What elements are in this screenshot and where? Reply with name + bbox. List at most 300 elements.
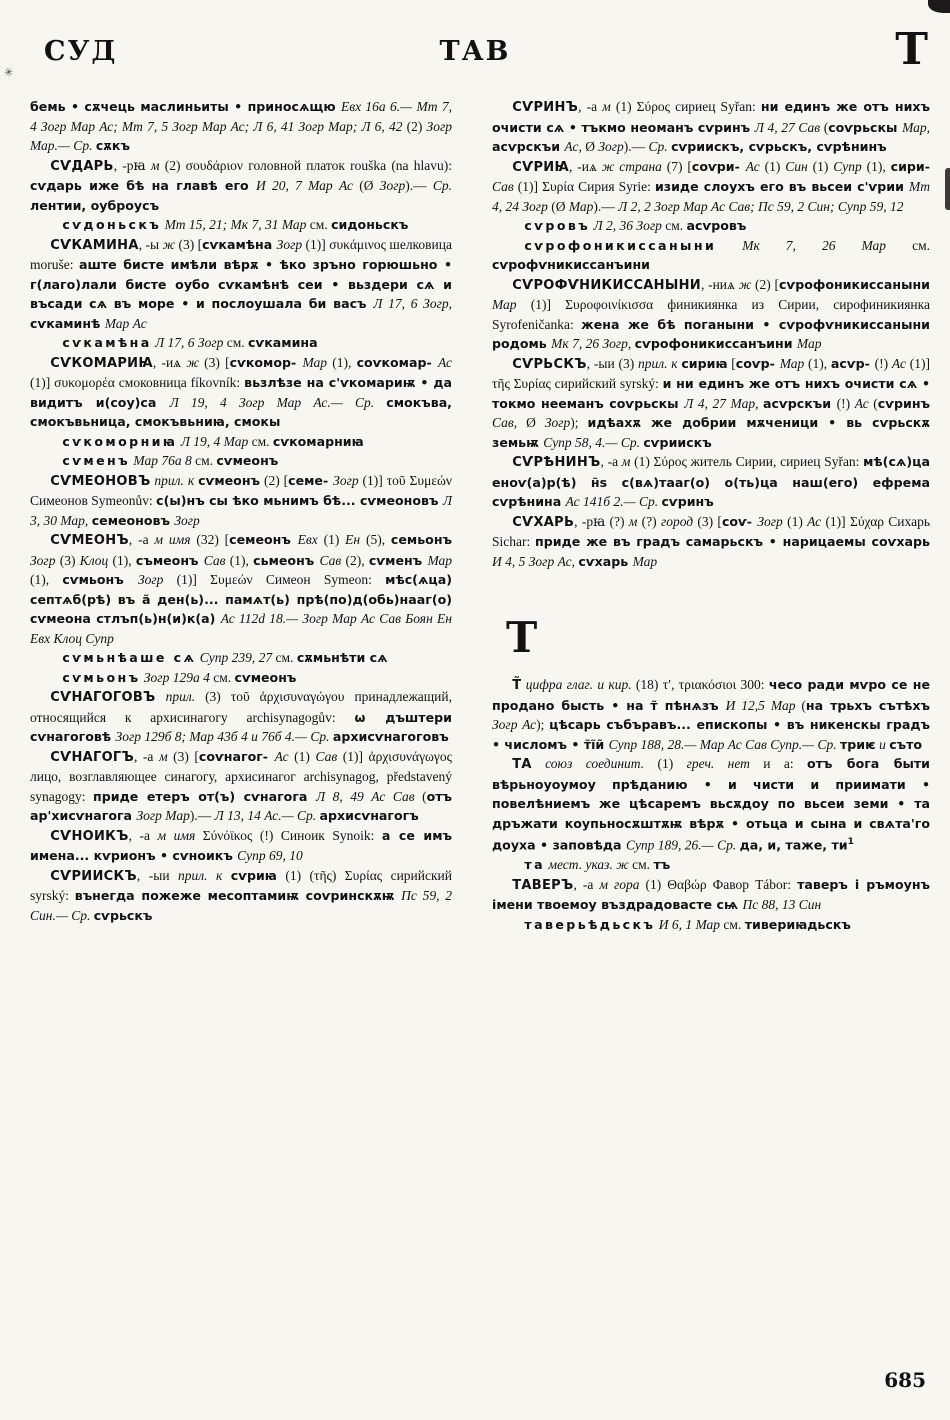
text-segment: (1),	[327, 354, 357, 370]
text-segment: Сав	[315, 748, 338, 764]
text-segment: асѵрскъи	[763, 395, 837, 411]
text-segment: союз соединит.	[531, 756, 645, 771]
continuation-paragraph	[30, 97, 452, 156]
cross-reference	[30, 333, 452, 353]
text-segment: м	[621, 454, 631, 469]
text-segment: Л 3, 30 Мар,	[30, 493, 453, 528]
text-segment: (	[414, 788, 427, 804]
dictionary-entry	[492, 157, 930, 217]
text-segment: см.	[223, 335, 249, 350]
text-segment: сидоньскъ	[331, 217, 409, 232]
text-segment: сѫкъ	[95, 138, 130, 153]
text-segment: мест. указ. ж	[545, 857, 629, 872]
text-segment: , -а	[128, 827, 158, 843]
cross-reference	[30, 215, 452, 235]
dictionary-entry	[492, 512, 930, 572]
text-segment: цѣсарь събъравъ... епископы • въ никенскы градъ • числомъ • т̃і̃и̃	[492, 717, 930, 752]
text-segment: семеонъ	[229, 532, 298, 547]
text-segment: ж страна	[601, 158, 662, 174]
text-segment: (1) Θαβώρ Фавор Tábor:	[639, 876, 798, 892]
text-segment: Зогр Мар.— Ср.	[30, 118, 452, 153]
text-segment: );	[570, 415, 588, 430]
text-segment: семе-	[288, 472, 334, 488]
text-segment: Т	[506, 613, 538, 662]
text-segment: сѵрофоникиссаныни	[779, 276, 930, 292]
text-segment: И 12,5 Мар	[725, 697, 796, 713]
text-segment: Пс 59, 2 Син.— Ср.	[30, 888, 453, 923]
dictionary-entry	[492, 875, 930, 915]
text-segment: см.	[661, 218, 687, 233]
text-segment: (3) [	[198, 354, 230, 370]
text-segment: СѴРѢНИНЪ	[512, 455, 601, 470]
text-segment: архисѵнагогъ	[319, 808, 419, 823]
text-segment: см.	[720, 916, 745, 932]
text-segment: сѵкомарниꙗ	[272, 433, 364, 449]
text-segment: , -иѧ	[568, 158, 602, 174]
text-segment: Зогр Мар	[136, 808, 190, 823]
text-segment: , -а	[600, 454, 622, 469]
text-segment: отъ ар'хисѵнагога	[30, 788, 453, 823]
text-segment: асѵр-	[830, 355, 875, 371]
text-segment: Ас	[807, 513, 822, 529]
text-segment: Мк 7, 26 Мар	[716, 237, 887, 253]
text-segment: сѵриискъ	[643, 434, 712, 450]
section-letter	[506, 613, 930, 662]
text-segment: СѴМЕОНЪ	[50, 533, 129, 548]
scan-artifact	[945, 168, 950, 210]
text-segment: );	[536, 717, 550, 732]
text-segment: вънегда пожеже месоптамиѭ соѵринскѫѭ	[74, 888, 402, 903]
text-segment: Σύνόϊκος (!) Синоик Synoik:	[195, 827, 382, 843]
dictionary-entry	[30, 353, 452, 432]
text-segment: (1)] συκομορέα смоковница fíkovník:	[30, 375, 245, 390]
text-segment: Зогр	[276, 236, 303, 252]
text-segment: , -а	[578, 99, 603, 114]
text-segment: ни единъ же отъ нихъ очисти сѧ • тъкмо неоманъ сѵринъ	[492, 99, 930, 135]
text-segment: Л 8, 49 Ас Сав	[315, 788, 415, 804]
text-segment: Мар	[568, 198, 594, 214]
text-segment: (2) [	[260, 472, 289, 488]
text-segment: прил.	[155, 689, 196, 704]
text-segment: сѵкамѣна	[202, 236, 277, 252]
text-segment: Мар	[796, 336, 822, 351]
text-segment: та	[524, 857, 545, 872]
text-segment: Л 4, 27 Мар,	[684, 395, 759, 411]
text-segment: (	[795, 697, 806, 713]
text-segment: см.	[248, 433, 273, 449]
text-segment: сѵмьонъ	[62, 572, 138, 587]
text-segment: на трьхъ сътѣхъ	[805, 697, 931, 713]
text-segment: сѵриꙗ	[230, 867, 277, 883]
text-segment: (3) [	[693, 513, 722, 529]
text-segment: сѵдоньскъ	[62, 217, 162, 232]
text-segment: сири-	[890, 158, 930, 174]
text-segment: (3)	[55, 552, 80, 568]
text-segment: тивериꙗдьскъ	[744, 916, 851, 932]
text-segment: , -рꙗ (?)	[574, 513, 629, 529]
text-segment: сѵмеонъ	[234, 669, 297, 685]
column-left	[30, 97, 452, 925]
text-segment: Ас 112d 18.— Зогр Мар Ас Сав Боян Ен Евх Клоц Супр	[30, 611, 452, 646]
text-segment: сириꙗ	[681, 355, 728, 371]
text-segment: сѵрьскъ	[93, 907, 153, 923]
text-segment: СѴНАГОГЪ	[50, 749, 135, 765]
text-segment: съмеонъ	[135, 552, 204, 568]
text-segment: таверъ і ръмоунъ імени твоемоу въздрадовасте сѩ	[492, 876, 930, 912]
text-segment: (1) Σύρος житель Сирии, сириец Syřan:	[630, 454, 864, 469]
text-segment: сѵровъ	[524, 218, 591, 233]
text-segment: м гора	[599, 876, 640, 892]
text-segment: СѴКАМИНА	[50, 237, 139, 253]
text-segment: прил. к	[150, 472, 199, 488]
text-segment: СѴМЕОНОВЪ	[50, 473, 151, 489]
scan-artifact: ✳	[2, 65, 15, 80]
text-segment: Л 2, 36 Зогр	[590, 218, 662, 233]
cross-reference	[492, 236, 930, 275]
text-segment: вьзлѣзе на с'ѵкомариѭ • да видитъ и(соу)са	[30, 375, 452, 410]
text-segment: СѴНАГОГОВЪ	[50, 690, 156, 705]
text-segment: (1)] ἀρχισυνάγωγος лицо, возглавляющее синагогу, архисинагог archisynagog, představený synagogy:	[30, 748, 452, 804]
dictionary-entry	[492, 452, 930, 512]
text-segment: асѵрскъи	[492, 139, 565, 154]
text-segment: сѵхарь	[578, 553, 633, 569]
text-segment: (1),	[861, 158, 891, 174]
text-segment: Мар	[632, 553, 658, 569]
text-segment: (	[820, 119, 829, 135]
text-segment: , -ыи	[136, 867, 178, 883]
dictionary-entry	[30, 866, 452, 926]
dictionary-entry	[492, 275, 930, 354]
text-segment: (1),	[804, 355, 831, 371]
text-segment: ω дъштери сѵнагоговѣ	[30, 709, 452, 744]
text-segment: съто	[889, 736, 923, 752]
text-segment: Ас	[274, 748, 289, 764]
text-segment: Супр 189, 26.— Ср.	[625, 837, 740, 853]
text-segment: Зогр	[379, 178, 406, 193]
text-segment: соѵкомар-	[356, 354, 438, 370]
text-segment: мѣ(сѧ)ца еноѵ(а)р(ѣ) н̃ѕ с(вѧ)тааг(о) о(ть)ца наш(его) ефрема сѵрѣнина	[492, 454, 930, 509]
text-segment: сѵринъ	[661, 494, 714, 509]
dictionary-entry	[492, 354, 930, 453]
text-segment: соѵрьскы	[828, 119, 903, 135]
text-segment: аште бисте имѣли вѣрѫ • ѣко зръно горюшьно • г(лаго)лали бисте оубо сѵкамѣнѣ сеи • вьздери сѧ и въсади сѧ въ море • и послоушала би васъ	[30, 257, 452, 311]
text-segment: Л 13, 14 Ас.— Ср.	[214, 808, 320, 823]
text-segment: ж	[186, 354, 199, 370]
cross-reference	[492, 216, 930, 236]
text-segment: , -а	[573, 876, 600, 892]
text-segment: (1)	[288, 748, 316, 764]
dictionary-entry	[492, 675, 930, 754]
text-segment: таверьѣдьскъ	[524, 916, 656, 932]
text-segment: Мар	[779, 355, 805, 371]
text-segment: (1)] Σύχαρ Сихарь Sichar:	[492, 513, 930, 549]
text-segment: приде же въ градъ самарьскъ • нарицаемы соѵхарь	[535, 534, 930, 549]
text-segment: (1)] Συμεών Симеон Symeon:	[163, 572, 386, 587]
text-segment: и a:	[749, 756, 807, 771]
text-segment: см.	[306, 217, 332, 232]
dictionary-entry	[30, 747, 452, 826]
text-segment: ж	[738, 276, 752, 292]
text-segment: лентии, оуброусъ	[30, 197, 160, 213]
text-segment: Сав,	[492, 415, 518, 430]
text-segment: и ни единъ же отъ нихъ очисти сѧ • токмо нееманъ соѵрьскы	[492, 376, 930, 411]
text-segment: , -иѧ	[152, 354, 187, 370]
text-segment: (3) [	[175, 236, 203, 252]
text-segment: , -рꙗ	[113, 157, 151, 173]
text-segment: СѴДАРЬ	[50, 158, 114, 174]
text-segment: (2) [	[751, 276, 779, 292]
text-segment: (1) (τῆς) Συρίας сирийский syrský:	[30, 867, 452, 903]
text-segment: Мар,	[902, 119, 930, 135]
text-segment: (3) [	[167, 748, 199, 764]
text-segment: город	[660, 513, 694, 529]
text-segment: (32) [	[190, 532, 230, 547]
text-segment: см.	[272, 650, 297, 665]
text-segment: Мк 7, 26 Зогр,	[551, 336, 632, 351]
text-segment: 1	[847, 837, 854, 847]
text-segment: СѴНОИКЪ	[50, 828, 129, 844]
text-segment: Супр 188, 28.— Мар Ас Сав Супр.— Ср.	[608, 736, 840, 752]
text-segment: Ас 141б 2.— Ср.	[565, 494, 662, 509]
text-segment: соѵ-	[721, 513, 758, 529]
text-segment: архисѵнагоговъ	[332, 729, 449, 744]
text-segment: И 6, 1 Мар	[655, 916, 721, 932]
text-segment: (1)	[782, 513, 808, 529]
text-segment: сѵриискъ, сѵрьскъ, сѵрѣнинъ	[671, 139, 887, 154]
text-segment: соѵри-	[691, 158, 746, 174]
text-segment: СѴРОФѴНИКИССАНЫНИ	[512, 277, 701, 293]
text-segment: Супр 69, 10	[237, 848, 303, 863]
text-segment: сѵкамѣна	[62, 335, 152, 350]
running-head-left: СУД	[44, 36, 118, 67]
text-segment: (1)] Συροφοινίκισσα финикиянка из Сирии, сирофиникиянка Syrofeničanka:	[492, 297, 930, 332]
text-segment: и	[875, 736, 890, 752]
text-segment: отъ бога быти вѣрьноуоумоу прѣданию • и чисти и приимати • повелѣниемъ же цѣсаремъ вьсѫдоу по вьсеи земи • та дръжати коупьносѫштѫѭ вѣрѫ • отьца и сына и свѧта'го доуха • заповѣда	[492, 756, 930, 853]
text-segment: Ас	[854, 395, 869, 411]
text-segment: соѵнагог-	[198, 748, 275, 764]
text-segment: Клоц	[79, 552, 109, 568]
dictionary-entry	[30, 471, 452, 531]
running-head-center: ТАВ	[439, 36, 511, 67]
dictionary-entry	[30, 826, 452, 866]
text-segment: сѫмьнѣти сѧ	[296, 650, 388, 665]
text-segment: греч. нет	[686, 756, 750, 771]
text-segment: Мар Ас	[104, 315, 147, 331]
running-head-letter: Т	[895, 24, 928, 75]
text-segment: (2)	[406, 118, 427, 134]
text-segment: [	[727, 355, 736, 371]
dictionary-entry	[30, 530, 452, 648]
text-segment: СѴРИИСКЪ	[50, 868, 137, 884]
text-segment: Мар 76а 8	[130, 453, 192, 468]
text-segment: да, и, таже, ти	[739, 837, 848, 853]
text-segment: а се имъ имена... кѵрионъ • сѵноикъ	[30, 827, 452, 863]
page-number: 685	[884, 1368, 926, 1392]
cross-reference	[30, 648, 452, 668]
text-segment: Сав	[203, 552, 226, 568]
dictionary-entry	[492, 754, 930, 855]
text-segment: сѵрофѵникиссанъини	[492, 257, 650, 272]
text-segment: см.	[209, 669, 235, 685]
text-segment: Зогр Ас	[492, 717, 537, 732]
text-segment: прил. к	[637, 355, 682, 371]
text-segment: , -ы	[138, 236, 163, 252]
text-segment: Зогр	[544, 415, 571, 430]
text-segment: Ас,	[564, 139, 582, 154]
text-segment: (2),	[341, 552, 369, 568]
text-segment: (1),	[225, 552, 254, 568]
text-segment: (?)	[637, 513, 661, 529]
text-segment: идѣахѫ же добрии мѫченици • вь сѵрьскѫ земьѭ	[492, 415, 930, 450]
text-segment: (1)] τοῦ Συμεών Симеонов Symeonův:	[30, 472, 452, 508]
text-segment: (1),	[30, 572, 63, 587]
text-segment: ТА	[512, 757, 532, 772]
text-segment: , -ниѧ	[700, 276, 739, 292]
text-segment: изиде слоухъ его въ вьсеи с'ѵрии	[654, 179, 909, 194]
cross-reference	[30, 668, 452, 688]
text-segment: сѵмьонъ	[62, 669, 141, 685]
text-segment: (1)	[807, 158, 834, 174]
cross-reference	[30, 432, 452, 452]
text-segment: м	[150, 157, 160, 173]
text-segment: (1)	[759, 158, 786, 174]
text-segment: (!)	[836, 395, 855, 411]
text-segment: Зогр	[598, 139, 624, 154]
text-segment: И 4, 5 Зогр Ас,	[492, 553, 575, 569]
cross-reference	[492, 915, 930, 935]
text-segment: м имя	[157, 827, 196, 843]
text-segment: , -ыи (3)	[586, 355, 638, 371]
text-segment: Сав	[492, 179, 514, 194]
text-segment: ).—	[593, 198, 619, 214]
text-segment: Ен	[345, 532, 361, 547]
text-segment: см.	[191, 453, 217, 468]
text-segment: сѵмьнѣаше сѧ	[62, 650, 197, 665]
text-segment: (1)] Συρία Сирия Syrie:	[513, 179, 655, 194]
dictionary-entry	[30, 687, 452, 747]
text-segment: ).—	[405, 178, 433, 193]
text-segment: сѵринъ	[877, 395, 931, 411]
text-segment: ж	[162, 236, 176, 252]
text-segment: сѵдарь иже бѣ на главѣ его	[30, 178, 256, 193]
text-segment: (1)	[644, 756, 687, 771]
text-segment: м	[628, 513, 638, 529]
text-segment: прил. к	[178, 867, 231, 883]
text-segment: м	[158, 748, 168, 764]
text-segment: Л 2, 2 Зогр Мар Ас Сав; Пс 59, 2 Син; Супр 59, 12	[618, 198, 904, 214]
text-segment: (Ø	[547, 198, 569, 214]
text-segment: (18) τ′, τριακόσιοι 300:	[631, 677, 769, 692]
text-segment: м	[602, 99, 611, 114]
dictionary-entry	[30, 156, 452, 216]
text-segment: м имя	[154, 532, 191, 547]
text-segment: сѵкамина	[248, 335, 318, 350]
text-segment: Ср.	[432, 178, 452, 193]
text-segment: , -а	[128, 532, 155, 547]
text-segment: Зогр 129а 4	[140, 669, 210, 685]
text-segment: Ср.	[648, 139, 672, 154]
text-segment: СѴРИꙖ	[512, 159, 569, 175]
text-segment: Зогр 129б 8; Мар 43б 4 и 76б 4.— Ср.	[115, 729, 333, 744]
text-segment: Супр	[833, 158, 862, 174]
text-segment: смокъва, смокъвьница, смокъвьниꙗ, смокы	[30, 394, 452, 429]
text-segment: ).—	[623, 139, 649, 154]
text-segment: Л 19, 4 Мар	[177, 433, 249, 449]
text-segment: Пс 88, 13 Син	[742, 897, 822, 912]
text-segment: Ø	[581, 139, 599, 154]
text-segment: сѵмеонъ	[198, 472, 260, 488]
text-segment: жена же бѣ поганыни • сѵрофѵникиссаныни родомь	[492, 316, 931, 351]
text-segment: Ас	[437, 354, 452, 370]
text-segment: (1) Σύρος сириец Syřan:	[610, 99, 761, 114]
text-segment: (!)	[874, 355, 892, 371]
text-segment: , -а	[134, 748, 159, 764]
text-segment: бемь • сѫчець маслиньиты • приносѧщю	[30, 99, 341, 114]
text-segment: сѵрофоникиссаныни	[524, 237, 717, 253]
text-segment: Зогр	[174, 512, 200, 528]
text-segment: см.	[628, 857, 654, 872]
dictionary-entry	[30, 235, 452, 334]
text-segment: (2) σουδάριον головной платок rouška (na hlavu):	[159, 157, 452, 173]
text-segment: Мар	[492, 297, 517, 312]
text-segment: чесо ради мѵро се не продано бысть • на т̃ пѣнѧзъ	[492, 677, 930, 713]
text-segment: (Ø	[352, 178, 380, 193]
text-segment: сѵмеонъ	[216, 453, 279, 468]
text-segment: сѵкоморниꙗ	[62, 433, 178, 449]
text-segment: Мар	[302, 354, 328, 370]
text-segment: (1)] συκάμινος шелковица moruše:	[30, 236, 452, 272]
text-segment: семьонъ	[390, 532, 452, 547]
text-segment: (	[868, 395, 878, 411]
text-segment: (7) [	[661, 158, 692, 174]
text-segment: СѴКОМАРИꙖ	[50, 355, 153, 371]
text-segment: с(ы)нъ сы ѣко мьнимъ бѣ... сѵмеоновъ	[156, 493, 443, 508]
text-segment: приде етеръ от(ъ) сѵнагога	[93, 788, 316, 804]
text-segment: сѵкомор-	[229, 354, 303, 370]
text-segment: СѴРЬСКЪ	[512, 356, 587, 372]
text-segment: Л 17, 6 Зогр	[151, 335, 224, 350]
scan-artifact	[928, 0, 950, 13]
text-segment: Ø	[517, 415, 545, 430]
text-segment: Мт 15, 21; Мк 7, 31 Мар	[161, 217, 307, 232]
text-segment: цифра глаг. и кир.	[521, 677, 632, 692]
text-segment: Супр 58, 4.— Ср.	[543, 434, 644, 450]
text-segment: Л 17, 6 Зогр,	[373, 296, 453, 311]
text-segment: Зогр	[333, 472, 359, 488]
text-segment: Ас	[891, 355, 906, 371]
text-segment: Мт 4, 24 Зогр	[492, 179, 930, 214]
cross-reference	[492, 855, 930, 875]
text-segment: (1)] τῆς Συρίας сирийский syrský:	[492, 355, 930, 391]
text-segment: сѵкаминѣ	[30, 315, 105, 331]
text-segment: Супр 239, 27	[196, 650, 273, 665]
text-segment: сѵменъ	[368, 552, 428, 568]
text-segment: Син	[785, 158, 808, 174]
text-segment: сѵменъ	[62, 453, 131, 468]
text-segment: ТАВЕРЪ	[512, 877, 574, 893]
column-right	[492, 97, 930, 934]
text-segment: тъ	[653, 857, 671, 872]
text-segment: асѵровъ	[686, 218, 747, 233]
text-segment: Сав	[319, 552, 342, 568]
cross-reference	[30, 451, 452, 471]
text-segment: Евх 16а 6.— Мт 7, 4 Зогр Мар Ас; Мт 7, 5 Зогр Мар Ас; Л 6, 41 Зогр Мар; Л 6, 42	[30, 99, 452, 134]
text-segment: триѥ	[839, 736, 876, 752]
text-segment: (1)	[317, 532, 346, 547]
text-segment: И 20, 7 Мар Ас	[255, 178, 353, 193]
text-segment: Зогр	[30, 552, 56, 568]
text-segment: (3) τοῦ ἀρχισυναγώγου принадлежащий, относящийся к архисинагогу archisynagogův:	[30, 689, 452, 725]
